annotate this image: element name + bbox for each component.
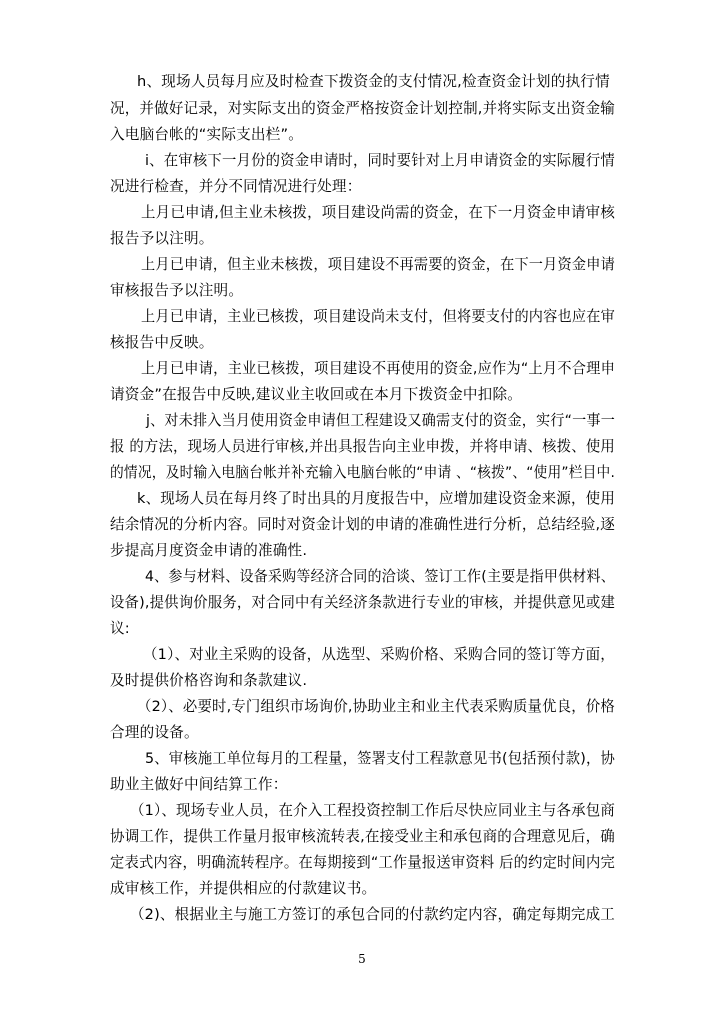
text-line	[0, 825, 724, 849]
text-line-content: k、现场人员在每月终了时出具的月度报告中，应增加建设资金来源，使用	[137, 490, 616, 507]
text-line	[0, 669, 724, 693]
text-line	[0, 409, 724, 433]
text-line-content: 设备),提供询价服务，对合同中有关经济条款进行专业的审核，并提供意见或建	[110, 594, 616, 611]
text-line-content: 报 的方法，现场人员进行审核,并出具报告向主业申拨，并将申请、核拨、使用	[110, 438, 615, 455]
text-line-content: （2）、必要时,专门组织市场询价,协助业主和业主代表采购质量优良，价格	[137, 698, 616, 715]
text-line-content: 核报告中反映。	[110, 334, 214, 351]
text-line-content: 报告予以注明。	[110, 230, 214, 247]
text-line-content: 请资金”在报告中反映,建议业主收回或在本月下拨资金中扣除。	[110, 386, 523, 403]
text-line	[0, 487, 724, 511]
text-line-content: 上月已申请，主业已核拨，项目建设尚未支付，但将要支付的内容也应在审	[141, 308, 615, 325]
text-line-content: 入电脑台帐的“实际支出栏”。	[110, 126, 304, 143]
text-line-content: 助业主做好中间结算工作：	[110, 776, 288, 793]
text-line	[0, 70, 724, 94]
text-line-content: 上月已申请，主业已核拨，项目建设不再使用的资金,应作为“上月不合理申	[141, 360, 616, 377]
text-line	[0, 539, 724, 563]
text-line	[0, 513, 724, 537]
text-line-content: 审核报告予以注明。	[110, 282, 244, 299]
text-line-content: 及时提供价格咨询和条款建议.	[110, 672, 308, 689]
text-line	[0, 461, 724, 485]
text-line	[0, 617, 724, 641]
text-line	[0, 877, 724, 901]
text-line	[0, 851, 724, 875]
text-line-content: （1）、对业主采购的设备，从选型、采购价格、采购合同的签订等方面，	[143, 646, 615, 663]
text-line-content: 成审核工作，并提供相应的付款建议书。	[110, 880, 377, 897]
text-line-content: h、现场人员每月应及时检查下拨资金的支付情况,检查资金计划的执行情	[137, 73, 610, 90]
text-line-content: j、对未排入当月使用资金申请但工程建设又确需支付的资金，实行“一事一	[146, 412, 616, 429]
text-line-content: 4、参与材料、设备采购等经济合同的洽谈、签订工作(主要是指甲供材料、	[145, 568, 615, 585]
page-number: 5	[358, 952, 366, 966]
text-line	[0, 253, 724, 277]
text-line-content: 况进行检查，并分不同情况进行处理：	[110, 178, 362, 195]
text-line	[0, 305, 724, 329]
text-line	[0, 591, 724, 615]
text-line-content: 结余情况的分析内容。同时对资金计划的申请的准确性进行分析，总结经验,逐	[110, 516, 615, 533]
text-line	[0, 799, 724, 823]
text-line	[0, 773, 724, 797]
text-line-content: 的情况，及时输入电脑台帐并补充输入电脑台帐的“申请 、“核拨”、“使用”栏目中.	[110, 464, 616, 481]
text-line	[0, 565, 724, 589]
text-line-content: i、在审核下一月份的资金申请时，同时要针对上月申请资金的实际履行情	[145, 152, 615, 169]
text-line	[0, 227, 724, 251]
text-line	[0, 123, 724, 147]
text-line-content: 合理的设备。	[110, 724, 199, 741]
text-line	[0, 175, 724, 199]
text-line	[0, 903, 724, 927]
text-line	[0, 331, 724, 355]
text-line-content: 况，并做好记录，对实际支出的资金严格按资金计划控制,并将实际支出资金输	[110, 100, 615, 117]
text-line	[0, 721, 724, 745]
text-line	[0, 279, 724, 303]
text-line-content: 上月已申请,但主业未核拨，项目建设尚需的资金，在下一月资金申请审核	[141, 204, 615, 221]
text-line	[0, 747, 724, 771]
text-line-content: 定表式内容，明确流转程序。在每期接到“工作量报送审资料 后的约定时间内完	[110, 854, 616, 871]
text-line	[0, 149, 724, 173]
text-line-content: 上月已申请，但主业未核拨，项目建设不再需要的资金，在下一月资金申请	[141, 256, 615, 273]
text-line	[0, 201, 724, 225]
text-line-content: （1）、现场专业人员，在介入工程投资控制工作后尽快应同业主与各承包商	[130, 802, 615, 819]
text-line-content: 步提高月度资金申请的准确性.	[110, 542, 308, 559]
text-line	[0, 695, 724, 719]
text-line	[0, 435, 724, 459]
text-line-content: 5、审核施工单位每月的工程量，签署支付工程款意见书(包括预付款)，协	[145, 750, 616, 767]
text-line	[0, 383, 724, 407]
text-line-content: 议:	[110, 620, 130, 637]
text-line	[0, 357, 724, 381]
text-line	[0, 643, 724, 667]
text-line-content: （2)、根据业主与施工方签订的承包合同的付款约定内容，确定每期完成工	[130, 906, 615, 923]
text-line	[0, 97, 724, 121]
text-line-content: 协调工作，提供工作量月报审核流转表,在接受业主和承包商的合理意见后，确	[110, 828, 615, 845]
